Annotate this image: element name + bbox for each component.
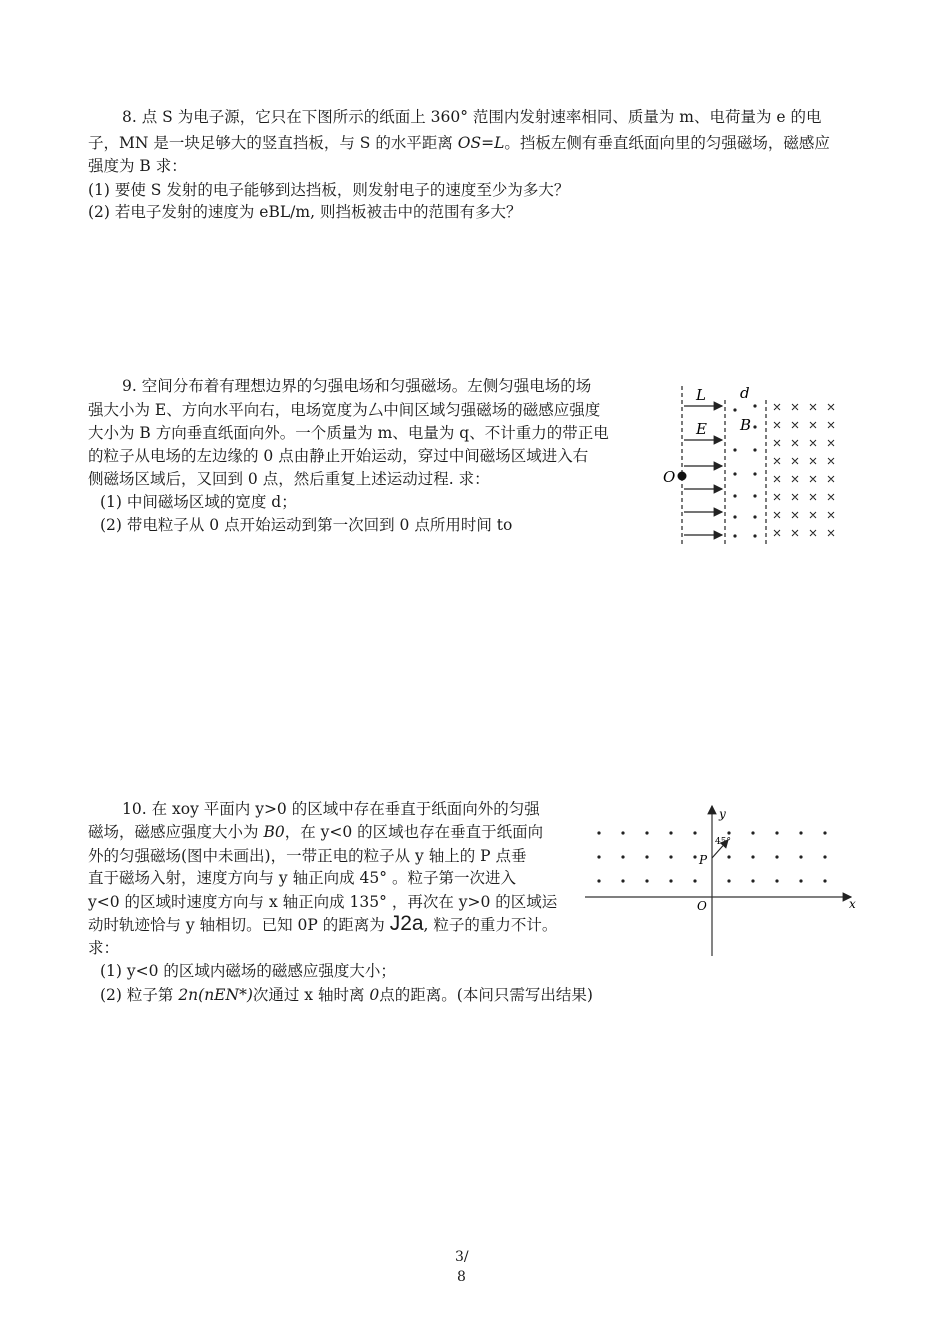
q8-os-eq: OS=L [457,134,505,152]
q9-origin-point [678,472,687,481]
q9-field-diagram [660,382,850,550]
q9-label-d: d [740,384,750,402]
page-number-bottom: 8 [457,1269,466,1285]
q9-line-5: 侧磁场区域后，又回到 0 点，然后重复上述运动过程. 求： [88,470,490,488]
q10-line-6-c: , 粒子的重力不计。 [423,916,558,934]
q9-label-L: L [696,386,706,404]
q10-item-2-c: 次通过 x 轴时离 [252,986,370,1004]
q10-line-7: 求： [88,939,120,957]
q9-line-1: 9. 空间分布着有理想边界的匀强电场和匀强磁场。左侧匀强电场的场 [122,377,592,395]
q10-b0: B0 [263,823,285,841]
q8-line-1: 8. 点 S 为电子源，它只在下图所示的纸面上 360° 范围内发射速率相同、质量为 m、电荷量为 e 的电 [122,108,822,126]
q10-item-2-a: (2) 粒子第 [100,986,179,1004]
q9-label-B: B [740,416,752,434]
q10-line-6-a: 动时轨迹恰与 y 轴相切。已知 0P 的距离为 [88,916,390,934]
q10-o: 0 [369,986,380,1004]
q8-item-1: (1) 要使 S 发射的电子能够到达挡板，则发射电子的速度至少为多大？ [88,181,570,199]
q9-crosses-into-page [774,404,834,536]
q10-op-distance: J2a [389,912,424,935]
q10-line-2-c: ，在 y<0 的区域也存在垂直于纸面向 [284,823,544,841]
q10-line-3: 外的匀强磁场(图中未画出)，一带正电的粒子从 y 轴上的 P 点垂 [88,847,527,865]
q10-line-4: 直于磁场入射，速度方向与 y 轴正向成 45° 。粒子第一次进入 [88,869,516,887]
q10-label-angle: 45° [715,837,731,847]
q9-item-1: (1) 中间磁场区域的宽度 d； [100,493,297,511]
q10-line-6 [88,914,557,935]
q10-2n: 2n(nEN*) [178,986,253,1004]
q9-label-E: E [696,420,707,438]
q10-item-2-e: 点的距离。(本问只需写出结果) [379,986,593,1004]
q8-line-2-a: 子，MN 是一块足够大的竖直挡板，与 S 的水平距离 [88,134,458,152]
q9-line-4: 的粒子从电场的左边缘的 0 点由静止开始运动，穿过中间磁场区域进入右 [88,447,589,465]
q10-item-2 [100,985,593,1005]
q10-label-P: P [699,853,708,867]
q9-item-2: (2) 带电粒子从 0 点开始运动到第一次回到 0 点所用时间 to [100,516,513,534]
q10-line-1: 10. 在 xoy 平面内 y>0 的区域中存在垂直于纸面向外的匀强 [122,800,540,818]
q10-line-2-a: 磁场，磁感应强度大小为 [88,823,264,841]
q10-coordinate-diagram [585,800,865,960]
q9-line-2: 强大小为 E、方向水平向右，电场宽度为厶中间区域匀强磁场的磁感应强度 [88,401,601,419]
page-number-top: 3/ [455,1249,469,1265]
q10-label-y: y [719,807,726,821]
q9-line-3: 大小为 B 方向垂直纸面向外。一个质量为 m、电量为 q、不计重力的带正电 [88,424,609,442]
q10-line-2 [88,822,543,842]
q8-line-2-c: 。挡板左侧有垂直纸面向里的匀强磁场，磁感应 [504,134,830,152]
q10-label-x: x [849,897,856,911]
q10-item-1: (1) y<0 的区域内磁场的磁感应强度大小； [100,962,396,980]
q10-line-5: y<0 的区域时速度方向与 x 轴正向成 135° ，再次在 y>0 的区域运 [88,893,558,911]
q8-line-3: 强度为 B 求： [88,157,187,175]
q9-label-O: O [663,468,676,486]
q8-item-2: (2) 若电子发射的速度为 eBL/m, 则挡板被击中的范围有多大？ [88,203,522,221]
q10-label-origin: O [697,899,707,913]
q8-line-2 [88,133,830,153]
